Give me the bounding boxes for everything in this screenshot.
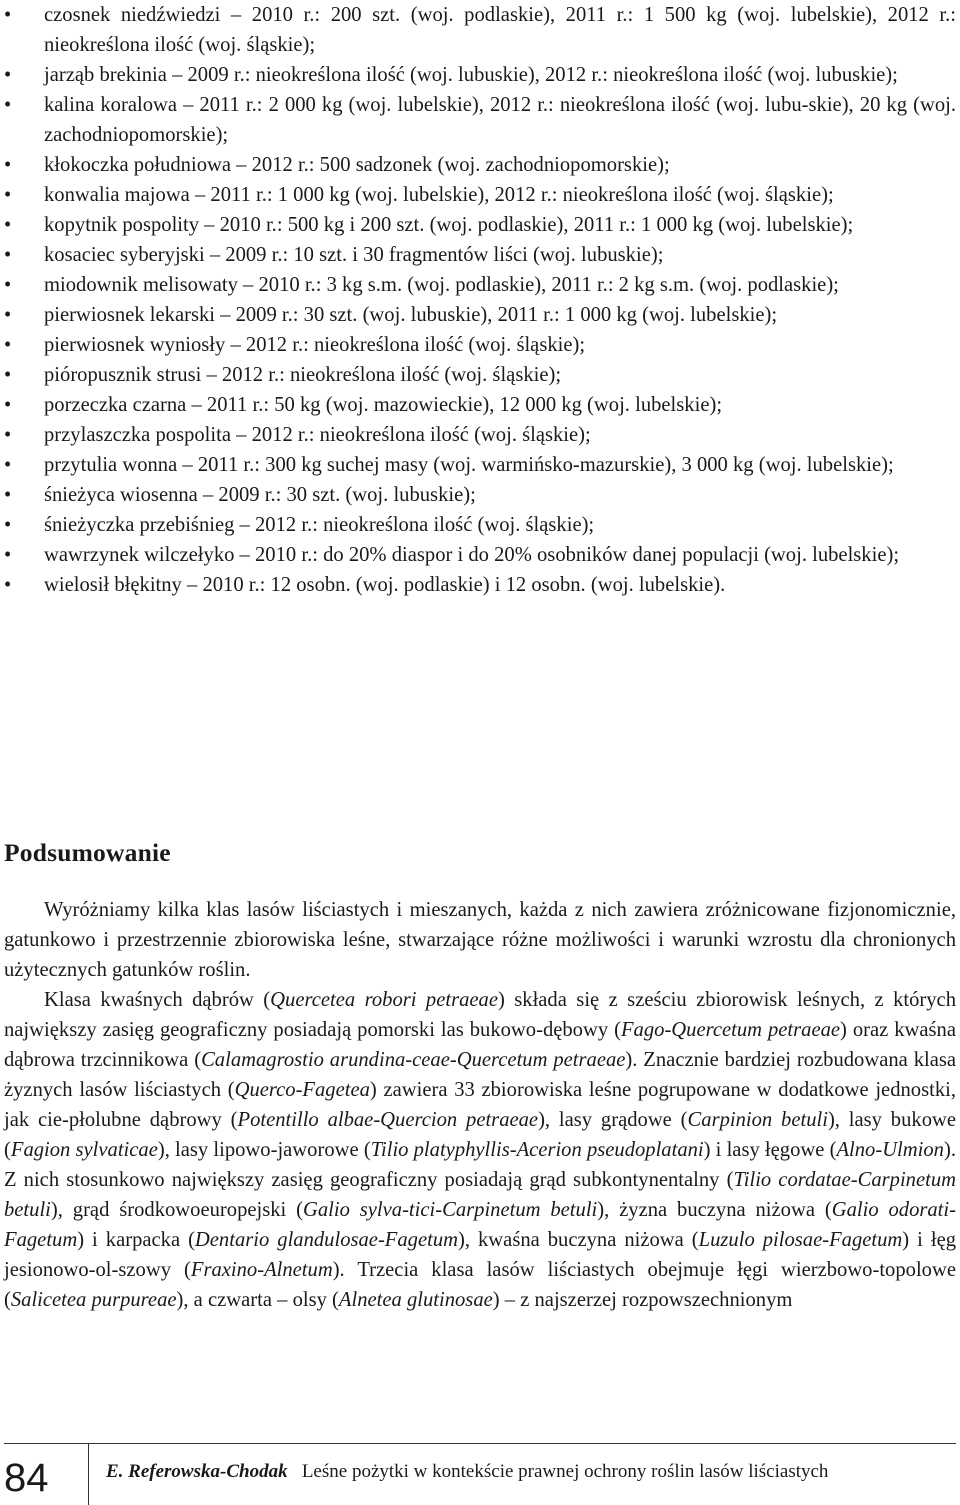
- footer-vertical-divider: [88, 1444, 89, 1505]
- list-item-text: pierwiosnek wyniosły – 2012 r.: nieokreślona ilość (woj. śląskie);: [44, 334, 586, 356]
- latin-name: Tilio cordatae-Carpinetum betuli: [4, 1169, 956, 1221]
- bullet-marker: •: [4, 544, 12, 566]
- list-item: [4, 480, 956, 510]
- latin-name: Alno-Ulmion: [836, 1139, 944, 1161]
- list-item-text: kosaciec syberyjski – 2009 r.: 10 szt. i 30 fragmentów liści (woj. lubuskie);: [44, 244, 664, 266]
- paragraph: [4, 895, 956, 985]
- list-item: [4, 420, 956, 450]
- text-run: ) – z najszerzej rozpowszechnionym: [492, 1289, 793, 1311]
- text-run: ). Z nich stosunkowo największy zasięg geograficzny posiadają grąd subkontynentalny (: [4, 1139, 956, 1191]
- list-item-text: kłokoczka południowa – 2012 r.: 500 sadzonek (woj. zachodniopomorskie);: [44, 154, 670, 176]
- list-item: [4, 150, 956, 180]
- latin-name: Fagion sylvaticae: [10, 1139, 158, 1161]
- text-run: Klasa kwaśnych dąbrów (: [44, 989, 271, 1011]
- species-bullet-list: [4, 0, 956, 600]
- text-run: ). Znacznie bardziej rozbudowana klasa żyznych lasów liściastych (: [4, 1049, 957, 1101]
- latin-name: Galio odorati-Fagetum: [4, 1199, 956, 1251]
- bullet-marker: •: [4, 424, 12, 446]
- list-item-text: przylaszczka pospolita – 2012 r.: nieokreślona ilość (woj. śląskie);: [44, 424, 591, 446]
- text-run: ) i łęg jesionowo-ol-szowy (: [4, 1229, 957, 1281]
- list-item-text: kopytnik pospolity – 2010 r.: 500 kg i 200 szt. (woj. podlaskie), 2011 r.: 1 000 kg (woj. lubelskie);: [44, 214, 854, 236]
- text-run: ) i lasy łęgowe (: [703, 1139, 837, 1161]
- text-run: ), a czwarta – olsy (: [176, 1289, 339, 1311]
- bullet-marker: •: [4, 4, 12, 26]
- bullet-marker: •: [4, 304, 12, 326]
- latin-name: Fraxino-Alnetum: [190, 1259, 333, 1281]
- list-item-text: śnieżyczka przebiśnieg – 2012 r.: nieokreślona ilość (woj. śląskie);: [44, 514, 595, 536]
- text-run: ) i karpacka (: [77, 1229, 195, 1251]
- bullet-marker: •: [4, 154, 12, 176]
- latin-name: Luzulo pilosae-Fagetum: [698, 1229, 903, 1251]
- list-item: [4, 240, 956, 270]
- list-item-text: wawrzynek wilczełyko – 2010 r.: do 20% diaspor i do 20% osobników danej populacji (woj. lubelskie);: [44, 544, 900, 566]
- text-run: ), grąd środkowoeuropejski (: [50, 1199, 303, 1221]
- list-item-text: śnieżyca wiosenna – 2009 r.: 30 szt. (woj. lubuskie);: [44, 484, 476, 506]
- text-run: ), kwaśna buczyna niżowa (: [458, 1229, 699, 1251]
- list-item: [4, 390, 956, 420]
- text-run: ), lasy grądowe (: [538, 1109, 688, 1131]
- bullet-marker: •: [4, 274, 12, 296]
- latin-name: Carpinion betuli: [687, 1109, 828, 1131]
- paragraph: [4, 985, 956, 1315]
- list-item: [4, 270, 956, 300]
- list-item: [4, 360, 956, 390]
- bullet-marker: •: [4, 454, 12, 476]
- bullet-marker: •: [4, 484, 12, 506]
- bullet-marker: •: [4, 574, 12, 596]
- bullet-marker: •: [4, 184, 12, 206]
- list-item-text: porzeczka czarna – 2011 r.: 50 kg (woj. mazowieckie), 12 000 kg (woj. lubelskie);: [44, 394, 723, 416]
- list-item: [4, 450, 956, 480]
- footer-title: Leśne pożytki w kontekście prawnej ochrony roślin lasów liściastych: [301, 1461, 829, 1482]
- list-item: [4, 540, 956, 570]
- section-body: [4, 895, 956, 1315]
- running-footer: [106, 1461, 828, 1483]
- latin-name: Fago-Quercetum petraeae: [620, 1019, 841, 1041]
- latin-name: Potentillo albae-Quercion petraeae: [237, 1109, 539, 1131]
- list-item: [4, 570, 956, 600]
- text-run: ), lasy bukowe (: [4, 1109, 956, 1161]
- bullet-marker: •: [4, 214, 12, 236]
- latin-name: Querco-Fagetea: [234, 1079, 370, 1101]
- list-item-text: pierwiosnek lekarski – 2009 r.: 30 szt. (woj. lubuskie), 2011 r.: 1 000 kg (woj. lubelskie);: [44, 304, 778, 326]
- latin-name: Galio sylva-tici-Carpinetum betuli: [302, 1199, 598, 1221]
- list-item: [4, 210, 956, 240]
- list-item-text: przytulia wonna – 2011 r.: 300 kg suchej masy (woj. warmińsko-mazurskie), 3 000 kg (woj. lubelskie);: [44, 454, 894, 476]
- page-number: 84: [4, 1456, 49, 1500]
- text-run: ) składa się z sześciu zbiorowisk leśnych, z których największy zasięg geograficzny posiadają pomorski las bukowo-dębowy (: [4, 989, 956, 1041]
- bullet-marker: •: [4, 364, 12, 386]
- list-item-text: miodownik melisowaty – 2010 r.: 3 kg s.m. (woj. podlaskie), 2011 r.: 2 kg s.m. (woj. podlaskie);: [44, 274, 839, 296]
- bullet-marker: •: [4, 64, 12, 86]
- text-run: ) zawiera 33 zbiorowiska leśne pogrupowane w dodatkowe jednostki, jak cie-płolubne dąbrowy (: [4, 1079, 956, 1131]
- latin-name: Alnetea glutinosae: [338, 1289, 493, 1311]
- list-item: [4, 330, 956, 360]
- latin-name: Calamagrostio arundina-ceae-Quercetum petraeae: [201, 1049, 626, 1071]
- list-item: [4, 510, 956, 540]
- list-item: [4, 60, 956, 90]
- list-item-text: wielosił błękitny – 2010 r.: 12 osobn. (woj. podlaskie) i 12 osobn. (woj. lubelskie).: [44, 574, 726, 596]
- latin-name: Salicetea purpureae: [10, 1289, 177, 1311]
- latin-name: Dentario glandulosae-Fagetum: [194, 1229, 459, 1251]
- text-run: ) oraz kwaśna dąbrowa trzcinnikowa (: [4, 1019, 956, 1071]
- footer-divider: [4, 1443, 956, 1444]
- list-item: [4, 0, 956, 60]
- text-run: ), lasy lipowo-jaworowe (: [157, 1139, 371, 1161]
- list-item: [4, 90, 956, 150]
- text-run: ). Trzecia klasa lasów liściastych obejmuje łęgi wierzbowo-topolowe (: [4, 1259, 956, 1311]
- text-run: ), żyzna buczyna niżowa (: [597, 1199, 832, 1221]
- list-item: [4, 180, 956, 210]
- list-item-text: konwalia majowa – 2011 r.: 1 000 kg (woj. lubelskie), 2012 r.: nieokreślona ilość (woj. śląskie);: [44, 184, 834, 206]
- list-item-text: czosnek niedźwiedzi – 2010 r.: 200 szt. (woj. podlaskie), 2011 r.: 1 500 kg (woj. lubelskie), 2012 r.: nieokreślona ilość (woj. śląskie);: [44, 4, 956, 56]
- section-heading: Podsumowanie: [4, 838, 171, 867]
- list-item-text: pióropusznik strusi – 2012 r.: nieokreślona ilość (woj. śląskie);: [44, 364, 562, 386]
- list-item-text: kalina koralowa – 2011 r.: 2 000 kg (woj. lubelskie), 2012 r.: nieokreślona ilość (woj. lubu-skie), 20 kg (woj. zachodniopomorskie);: [44, 94, 956, 146]
- bullet-marker: •: [4, 94, 12, 116]
- bullet-marker: •: [4, 244, 12, 266]
- bullet-marker: •: [4, 514, 12, 536]
- footer-author: E. Referowska-Chodak: [106, 1461, 288, 1482]
- latin-name: Quercetea robori petraeae: [270, 989, 498, 1011]
- text-run: Wyróżniamy kilka klas lasów liściastych i mieszanych, każda z nich zawiera zróżnicowane fizjonomicznie, gatunkowo i przestrzennie zbiorowiska leśne, stwarzające różne możliwości i warunki wzrostu dla chronionych użytecznych gatunków roślin.: [4, 899, 956, 981]
- bullet-marker: •: [4, 394, 12, 416]
- list-item: [4, 300, 956, 330]
- latin-name: Tilio platyphyllis-Acerion pseudoplatani: [370, 1139, 704, 1161]
- list-item-text: jarząb brekinia – 2009 r.: nieokreślona ilość (woj. lubuskie), 2012 r.: nieokreślona ilość (woj. lubuskie);: [44, 64, 898, 86]
- bullet-marker: •: [4, 334, 12, 356]
